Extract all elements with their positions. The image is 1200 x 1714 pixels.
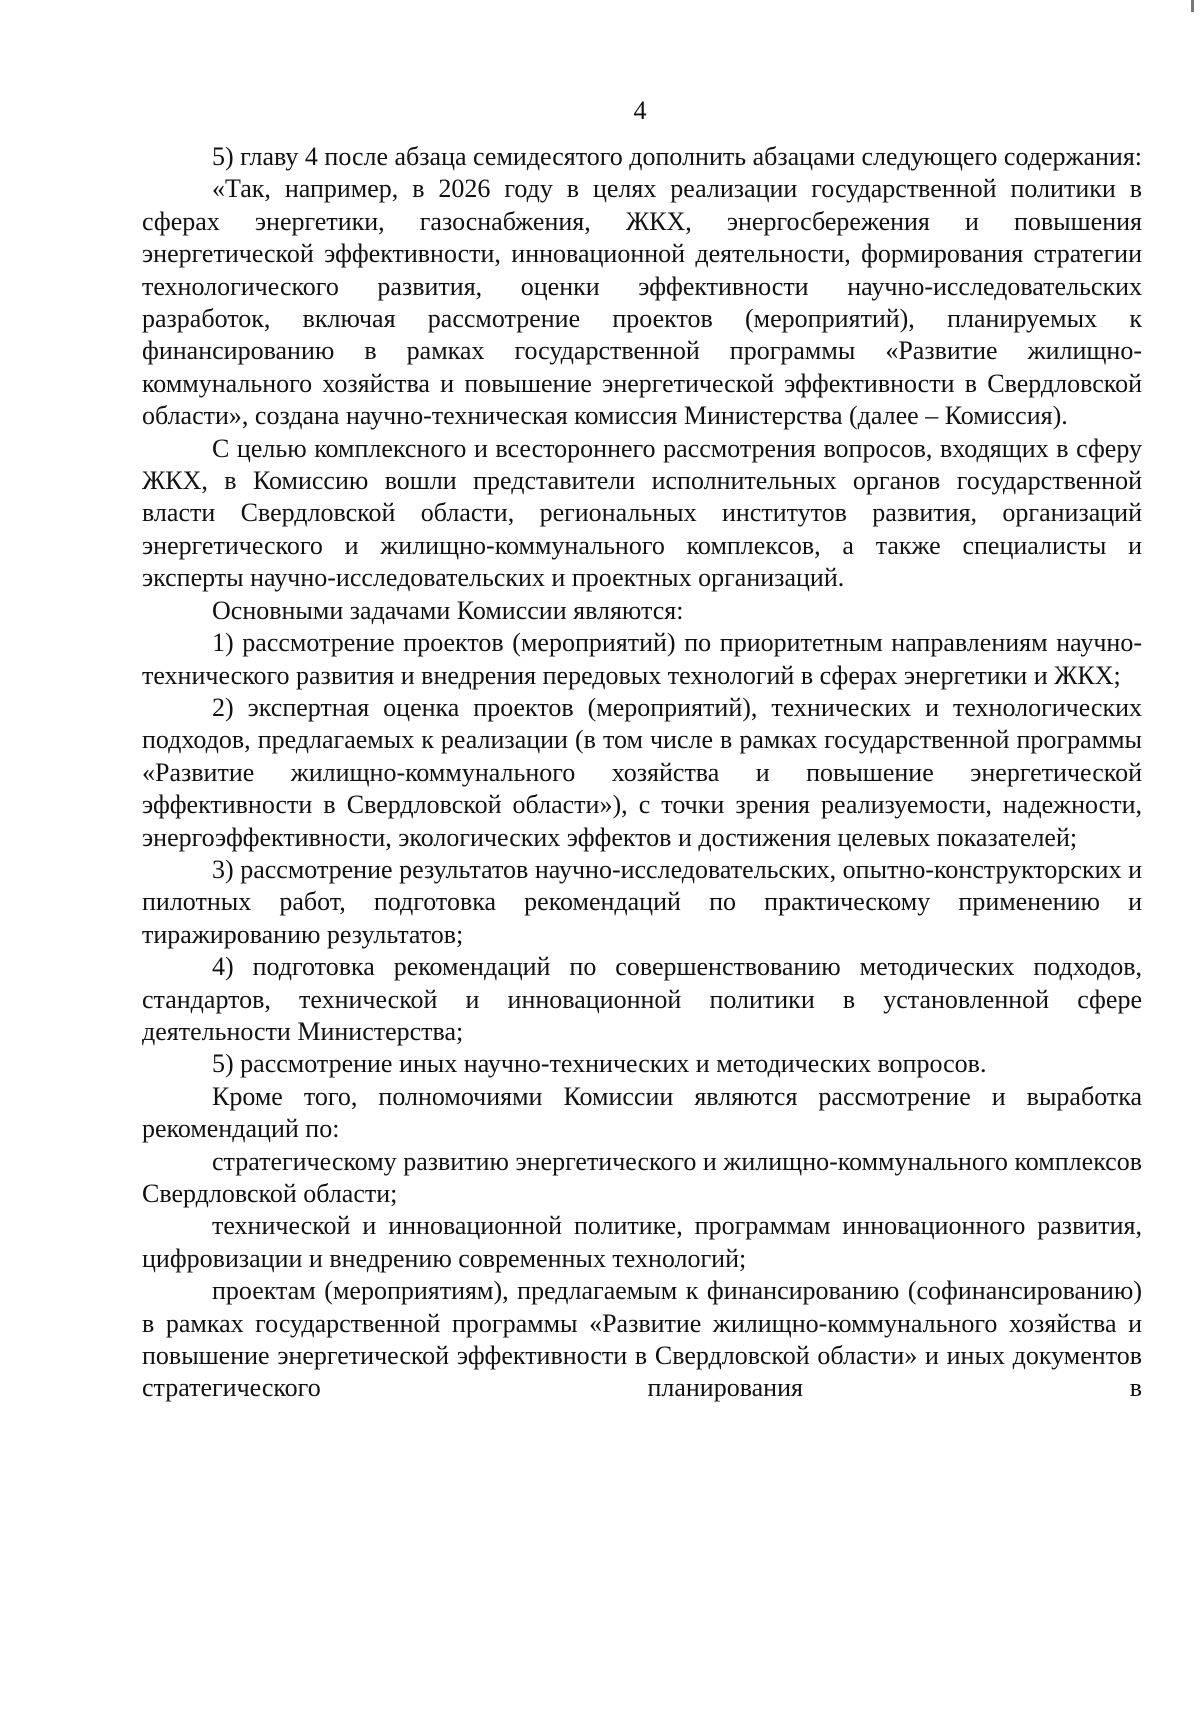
paragraph-task-1: 1) рассмотрение проектов (мероприятий) по приоритетным направлениям научно-технического развития и внедрения передовых технологий в сферах энергетики и ЖКХ; bbox=[142, 628, 1142, 690]
paragraph-commission-creation: «Так, например, в 2026 году в целях реализации государственной политики в сферах энергетики, газоснабжения, ЖКХ, энергосбережения и повышения энергетической эффективности, инновационной деятельности, формирования стратегии технологического развития, оценки эффективности научно-исследовательских разработок, включая рассмотрение проектов (мероприятий), планируемых к финансированию в рамках государственной программы «Развитие жилищно-коммунального хозяйства и повышение энергетической эффективности в Свердловской области», создана научно-техническая комиссия Министерства (далее – Комиссия). bbox=[142, 174, 1142, 431]
paragraph-power-strategic: стратегическому развитию энергетического и жилищно-коммунального комплексов Свердловской области; bbox=[142, 1146, 1142, 1208]
paragraph-powers-intro: Кроме того, полномочиями Комиссии являются рассмотрение и выработка рекомендаций по: bbox=[142, 1081, 1142, 1144]
paragraph-task-3: 3) рассмотрение результатов научно-исследовательских, опытно-конструкторских и пилотных работ, подготовка рекомендаций по практическому применению и тиражированию результатов; bbox=[142, 854, 1142, 949]
paragraph-task-4: 4) подготовка рекомендаций по совершенствованию методических подходов, стандартов, технической и инновационной политики в установленной сфере деятельности Министерства; bbox=[142, 952, 1142, 1046]
page-number: 4 bbox=[633, 96, 647, 125]
paragraph-tasks-heading: Основными задачами Комиссии являются: bbox=[212, 595, 684, 625]
paragraph-task-5: 5) рассмотрение иных научно-технических и методических вопросов. bbox=[212, 1049, 987, 1079]
paragraph-amendment-intro: 5) главу 4 после абзаца семидесятого дополнить абзацами следующего содержания: bbox=[212, 142, 1143, 171]
document-body bbox=[142, 141, 1142, 1405]
paragraph-power-technical: технической и инновационной политике, программам инновационного развития, цифровизации и внедрению современных технологий; bbox=[142, 1211, 1142, 1273]
scan-mark bbox=[1191, 0, 1194, 12]
paragraph-power-projects: проектам (мероприятиям), предлагаемым к финансированию (софинансированию) в рамках государственной программы «Развитие жилищно-коммунального хозяйства и повышение энергетической эффективности в Свердловской области» и иных документов стратегического планирования в bbox=[142, 1276, 1142, 1403]
paragraph-commission-members: С целью комплексного и всестороннего рассмотрения вопросов, входящих в сферу ЖКХ, в Комиссию вошли представители исполнительных органов государственной власти Свердловской области, региональных институтов развития, организаций энергетического и жилищно-коммунального комплексов, а также специалисты и эксперты научно-исследовательских и проектных организаций. bbox=[142, 433, 1142, 593]
paragraph-task-2: 2) экспертная оценка проектов (мероприятий), технических и технологических подходов, предлагаемых к реализации (в том числе в рамках государственной программы «Развитие жилищно-коммунального хозяйства и повышение энергетической эффективности в Свердловской области»), с точки зрения реализуемости, надежности, энергоэффективности, экологических эффектов и достижения целевых показателей; bbox=[142, 692, 1142, 852]
